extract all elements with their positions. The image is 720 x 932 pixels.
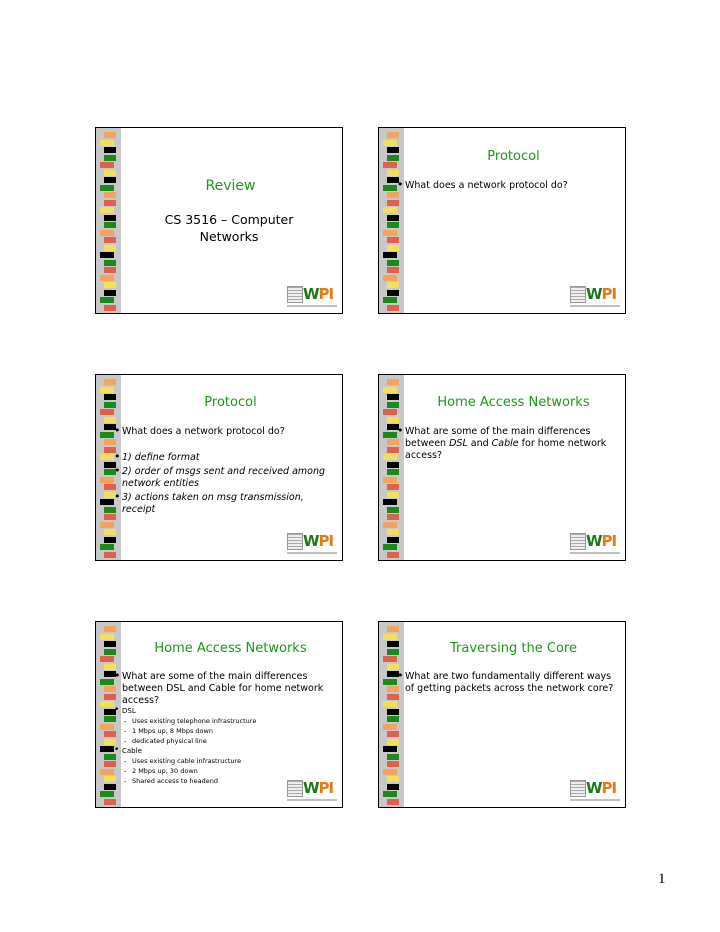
stripe-block: [100, 454, 114, 460]
stripe-block: [387, 170, 399, 176]
stripe-block: [387, 709, 399, 715]
stripe-block: [100, 409, 114, 415]
stripe-block: [104, 282, 116, 288]
slide-protocol-answer: [95, 374, 343, 561]
stripe-block: [387, 529, 399, 535]
stripe-block: [383, 791, 397, 797]
stripe-block: [104, 177, 116, 183]
stripe-block: [383, 207, 397, 213]
slide-title: Protocol: [204, 395, 257, 410]
sub-bullet: - dedicated physical line: [124, 737, 207, 745]
stripe-block: [104, 402, 116, 408]
stripe-block: [383, 275, 397, 281]
stripe-block: [387, 417, 399, 423]
slide-title: Review: [205, 178, 256, 194]
stripe-block: [104, 237, 116, 243]
bullet: • What does a network protocol do?: [114, 424, 285, 437]
bullet: • What does a network protocol do?: [397, 178, 568, 191]
stripe-block: [387, 799, 399, 805]
stripe-block: [383, 230, 397, 236]
stripe-block: [383, 724, 397, 730]
slide-title: Traversing the Core: [450, 641, 577, 656]
building-icon: [570, 533, 586, 550]
stripe-block: [104, 245, 116, 251]
wpi-logo: WPI: [570, 532, 620, 554]
stripe-block: [383, 746, 397, 752]
stripe-block: [383, 634, 397, 640]
stripe-block: [387, 507, 399, 513]
stripe-block: [100, 746, 114, 752]
stripe-block: [387, 492, 399, 498]
stripe-block: [100, 724, 114, 730]
stripe-block: [387, 215, 399, 221]
stripe-block: [387, 754, 399, 760]
bullet: • 3) actions taken on msg transmission, receipt: [114, 490, 304, 515]
slide-review: [95, 127, 343, 314]
slide-title: Protocol: [487, 149, 540, 164]
decorative-stripe: [96, 128, 121, 313]
stripe-block: [387, 776, 399, 782]
bullet: • 1) define format: [114, 450, 200, 463]
slide-title: Home Access Networks: [154, 641, 307, 656]
stripe-block: [100, 140, 114, 146]
slide-subtitle: CS 3516 – Computer Networks: [164, 212, 294, 244]
stripe-block: [104, 260, 116, 266]
stripe-block: [100, 499, 114, 505]
stripe-block: [383, 409, 397, 415]
slide-protocol-question: [378, 127, 626, 314]
bullet: • What are two fundamentally different ways of getting packets across the network core?: [397, 669, 614, 694]
stripe-block: [387, 784, 399, 790]
stripe-block: [387, 731, 399, 737]
slide-home-access-question: [378, 374, 626, 561]
stripe-block: [383, 252, 397, 258]
building-icon: [287, 780, 303, 797]
stripe-block: [104, 192, 116, 198]
stripe-block: [387, 462, 399, 468]
stripe-block: [387, 402, 399, 408]
stripe-block: [104, 439, 116, 445]
stripe-block: [387, 716, 399, 722]
stripe-block: [100, 297, 114, 303]
stripe-block: [104, 147, 116, 153]
bullet: • Cable: [114, 745, 142, 755]
stripe-block: [104, 529, 116, 535]
decorative-stripe: [379, 128, 404, 313]
stripe-block: [100, 162, 114, 168]
stripe-block: [100, 634, 114, 640]
stripe-block: [383, 499, 397, 505]
decorative-stripe: [379, 375, 404, 560]
building-icon: [287, 286, 303, 303]
stripe-block: [104, 716, 116, 722]
stripe-block: [387, 739, 399, 745]
stripe-block: [387, 469, 399, 475]
stripe-block: [387, 761, 399, 767]
stripe-block: [100, 432, 114, 438]
sub-bullet: - 1 Mbps up, 8 Mbps down: [124, 727, 213, 735]
stripe-block: [104, 731, 116, 737]
stripe-block: [387, 394, 399, 400]
stripe-block: [387, 379, 399, 385]
stripe-block: [383, 185, 397, 191]
stripe-block: [383, 162, 397, 168]
stripe-block: [100, 207, 114, 213]
stripe-block: [100, 701, 114, 707]
sub-bullet: - Shared access to headend: [124, 777, 218, 785]
stripe-block: [104, 132, 116, 138]
stripe-block: [387, 200, 399, 206]
stripe-block: [387, 305, 399, 311]
wpi-logo: WPI: [570, 779, 620, 801]
wpi-logo: WPI: [287, 779, 337, 801]
stripe-block: [383, 140, 397, 146]
stripe-block: [104, 155, 116, 161]
stripe-block: [104, 290, 116, 296]
stripe-block: [387, 626, 399, 632]
slide-title: Home Access Networks: [437, 395, 590, 410]
stripe-block: [387, 641, 399, 647]
slide-home-access-answer: [95, 621, 343, 808]
stripe-block: [383, 477, 397, 483]
stripe-block: [387, 514, 399, 520]
stripe-block: [104, 267, 116, 273]
stripe-block: [104, 222, 116, 228]
bullet: • What are some of the main differences between DSL and Cable for home network access?: [114, 669, 324, 706]
wpi-logo: WPI: [287, 532, 337, 554]
stripe-block: [383, 522, 397, 528]
stripe-block: [104, 170, 116, 176]
stripe-block: [383, 297, 397, 303]
stripe-block: [104, 552, 116, 558]
stripe-block: [100, 387, 114, 393]
stripe-block: [387, 649, 399, 655]
stripe-block: [387, 290, 399, 296]
stripe-block: [104, 379, 116, 385]
stripe-block: [383, 544, 397, 550]
stripe-block: [100, 252, 114, 258]
slide-traversing-core: [378, 621, 626, 808]
wpi-logo: WPI: [570, 285, 620, 307]
bullet: • What are some of the main differences between DSL and Cable for home network access?: [397, 424, 607, 461]
decorative-stripe: [379, 622, 404, 807]
stripe-block: [104, 394, 116, 400]
stripe-block: [104, 776, 116, 782]
stripe-block: [387, 132, 399, 138]
stripe-block: [383, 769, 397, 775]
stripe-block: [387, 222, 399, 228]
stripe-block: [383, 679, 397, 685]
stripe-block: [104, 417, 116, 423]
stripe-block: [383, 656, 397, 662]
stripe-block: [100, 522, 114, 528]
stripe-block: [387, 237, 399, 243]
stripe-block: [387, 155, 399, 161]
stripe-block: [104, 200, 116, 206]
stripe-block: [383, 387, 397, 393]
stripe-block: [104, 799, 116, 805]
stripe-block: [100, 477, 114, 483]
stripe-block: [104, 739, 116, 745]
stripe-block: [100, 185, 114, 191]
stripe-block: [100, 679, 114, 685]
stripe-block: [387, 537, 399, 543]
stripe-block: [104, 649, 116, 655]
stripe-block: [100, 769, 114, 775]
page-number: 1: [658, 871, 666, 887]
stripe-block: [387, 282, 399, 288]
sub-bullet: - Uses existing cable infrastructure: [124, 757, 242, 765]
stripe-block: [104, 626, 116, 632]
stripe-block: [383, 432, 397, 438]
stripe-block: [387, 147, 399, 153]
stripe-block: [100, 656, 114, 662]
stripe-block: [387, 484, 399, 490]
stripe-block: [387, 260, 399, 266]
building-icon: [570, 286, 586, 303]
stripe-block: [104, 641, 116, 647]
bullet: • DSL: [114, 705, 136, 715]
stripe-block: [104, 305, 116, 311]
sub-bullet: - 2 Mbps up, 30 down: [124, 767, 198, 775]
building-icon: [570, 780, 586, 797]
stripe-block: [104, 761, 116, 767]
bullet: • 2) order of msgs sent and received among network entities: [114, 464, 326, 489]
stripe-block: [104, 537, 116, 543]
stripe-block: [100, 544, 114, 550]
stripe-block: [100, 791, 114, 797]
stripe-block: [387, 245, 399, 251]
stripe-block: [387, 192, 399, 198]
stripe-block: [383, 454, 397, 460]
stripe-block: [383, 701, 397, 707]
stripe-block: [104, 215, 116, 221]
wpi-logo: WPI: [287, 285, 337, 307]
building-icon: [287, 533, 303, 550]
sub-bullet: - Uses existing telephone infrastructure: [124, 717, 257, 725]
stripe-block: [104, 784, 116, 790]
stripe-block: [387, 267, 399, 273]
stripe-block: [387, 552, 399, 558]
stripe-block: [100, 275, 114, 281]
stripe-block: [100, 230, 114, 236]
